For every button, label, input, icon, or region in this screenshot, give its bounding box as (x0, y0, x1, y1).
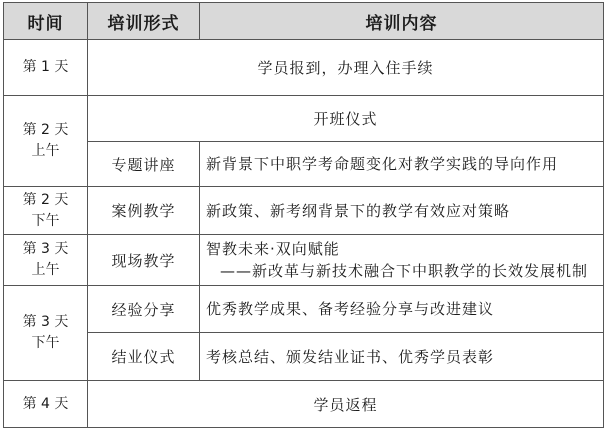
form-cell: 现场教学 (88, 235, 200, 286)
header-form: 培训形式 (88, 3, 200, 40)
header-time: 时间 (4, 3, 88, 40)
content-cell: 考核总结、颁发结业证书、优秀学员表彰 (200, 333, 604, 381)
table-row (4, 333, 604, 381)
time-day: 第 3 天 (22, 241, 69, 257)
time-period: 上午 (31, 143, 60, 159)
table-row (4, 381, 604, 428)
time-period: 上午 (31, 262, 60, 278)
content-cell: 开班仪式 (88, 96, 604, 142)
time-cell (4, 40, 88, 96)
content-cell: 新背景下中职学考命题变化对教学实践的导向作用 (200, 142, 604, 187)
content-cell: 学员报到，办理入住手续 (88, 40, 604, 96)
time-day: 第 4 天 (22, 395, 69, 412)
training-schedule-table (3, 2, 604, 428)
table-row (4, 187, 604, 235)
table-row (4, 235, 604, 286)
content-subtitle: ——新改革与新技术融合下中职教学的长效发展机制 (220, 262, 589, 280)
header-row (4, 3, 604, 40)
time-cell (4, 286, 88, 381)
form-cell: 经验分享 (88, 286, 200, 333)
time-cell (4, 381, 88, 428)
time-period: 下午 (31, 335, 60, 351)
content-cell: 优秀教学成果、备考经验分享与改进建议 (200, 286, 604, 333)
table-row (4, 142, 604, 187)
table-row (4, 96, 604, 142)
content-title: 智教未来·双向赋能 (206, 240, 340, 258)
time-day: 第 2 天 (22, 191, 69, 208)
time-day: 第 3 天 (22, 314, 69, 330)
form-cell: 专题讲座 (88, 142, 200, 187)
form-cell: 结业仪式 (88, 333, 200, 381)
table-row (4, 286, 604, 333)
time-period: 下午 (31, 212, 60, 229)
table-row (4, 40, 604, 96)
time-day: 第 2 天 (22, 122, 69, 138)
time-cell (4, 235, 88, 286)
content-cell (200, 235, 604, 286)
time-cell (4, 187, 88, 235)
content-cell: 学员返程 (88, 381, 604, 428)
time-cell (4, 96, 88, 187)
form-cell: 案例教学 (88, 187, 200, 235)
content-cell: 新政策、新考纲背景下的教学有效应对策略 (200, 187, 604, 235)
time-day: 第 1 天 (22, 59, 69, 75)
header-content: 培训内容 (200, 3, 604, 40)
